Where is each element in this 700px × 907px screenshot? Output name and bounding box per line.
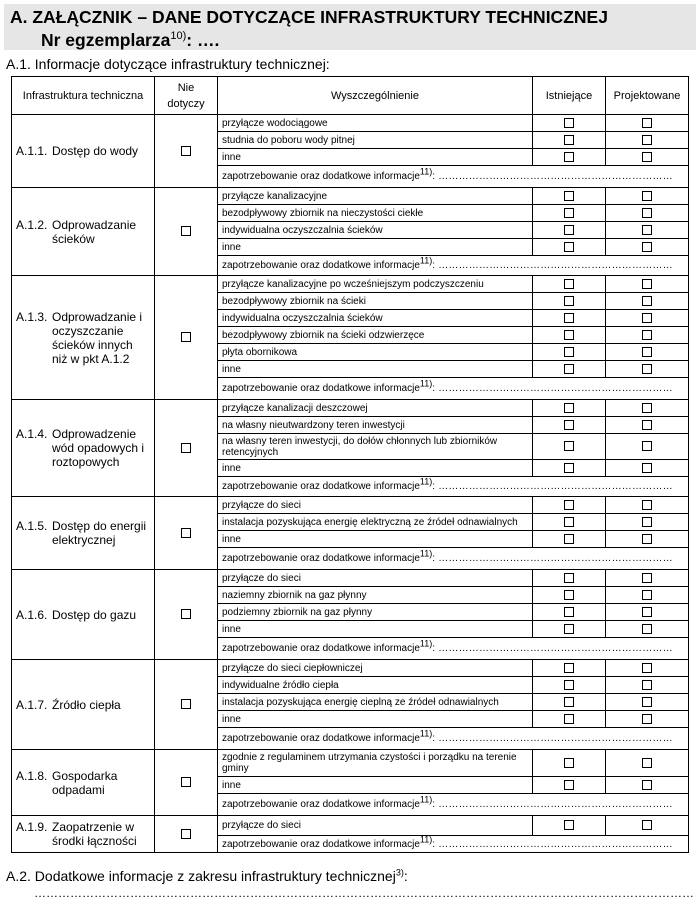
planned-checkbox[interactable] bbox=[642, 191, 652, 201]
category-number: A.1.5. bbox=[16, 519, 48, 533]
info-dots: : …………………………………………………………… bbox=[432, 481, 673, 492]
planned-checkbox[interactable] bbox=[642, 135, 652, 145]
header-details: Wyszczególnienie bbox=[218, 77, 533, 115]
copy-number-label: Nr egzemplarza$^{10)}$: …. bbox=[41, 30, 220, 50]
header-planned: Projektowane bbox=[606, 77, 689, 115]
item-label: przyłącze kanalizacji deszczowej bbox=[218, 400, 533, 417]
existing-cell bbox=[533, 587, 606, 604]
info-dots: : …………………………………………………………… bbox=[432, 553, 673, 564]
existing-checkbox[interactable] bbox=[564, 534, 574, 544]
category-number: A.1.4. bbox=[16, 427, 48, 441]
item-label: inne bbox=[218, 460, 533, 477]
item-label: przyłącze kanalizacyjne po wcześniejszym podczyszczeniu bbox=[218, 276, 533, 293]
planned-checkbox[interactable] bbox=[642, 225, 652, 235]
planned-cell bbox=[606, 570, 689, 587]
existing-checkbox[interactable] bbox=[564, 208, 574, 218]
existing-cell bbox=[533, 361, 606, 378]
info-label: zapotrzebowanie oraz dodatkowe informacje bbox=[222, 171, 420, 182]
info-field[interactable] bbox=[218, 794, 689, 816]
existing-cell bbox=[533, 604, 606, 621]
category-name: Odprowadzanie ścieków bbox=[52, 217, 137, 246]
info-dots: : …………………………………………………………… bbox=[432, 733, 673, 744]
info-dots: : …………………………………………………………… bbox=[432, 383, 673, 394]
item-label: bezodpływowy zbiornik na ścieki bbox=[218, 293, 533, 310]
planned-cell bbox=[606, 417, 689, 434]
not-applicable-cell bbox=[155, 750, 218, 816]
category-name: Źródło ciepła bbox=[52, 697, 121, 712]
planned-cell bbox=[606, 310, 689, 327]
item-label: inne bbox=[218, 149, 533, 166]
table-row bbox=[12, 188, 689, 205]
planned-checkbox[interactable] bbox=[642, 242, 652, 252]
item-label: inne bbox=[218, 711, 533, 728]
existing-cell bbox=[533, 816, 606, 836]
item-label: zgodnie z regulaminem utrzymania czystości i porządku na terenie gminy bbox=[218, 750, 533, 777]
planned-checkbox[interactable] bbox=[642, 780, 652, 790]
info-label: zapotrzebowanie oraz dodatkowe informacje bbox=[222, 733, 420, 744]
info-field[interactable] bbox=[218, 548, 689, 570]
existing-cell bbox=[533, 344, 606, 361]
table-row bbox=[12, 400, 689, 417]
planned-cell bbox=[606, 816, 689, 836]
existing-checkbox[interactable] bbox=[564, 330, 574, 340]
planned-checkbox[interactable] bbox=[642, 758, 652, 768]
section-header bbox=[4, 4, 696, 50]
not-applicable-checkbox[interactable] bbox=[181, 699, 191, 709]
planned-checkbox[interactable] bbox=[642, 296, 652, 306]
planned-cell bbox=[606, 587, 689, 604]
item-label: inne bbox=[218, 361, 533, 378]
category-cell bbox=[12, 276, 155, 400]
category-name: Odprowadzanie i oczyszczanie ścieków innych niż w pkt A.1.2 bbox=[52, 309, 143, 366]
category-number: A.1.7. bbox=[16, 697, 48, 712]
planned-cell bbox=[606, 434, 689, 460]
not-applicable-checkbox[interactable] bbox=[181, 332, 191, 342]
not-applicable-cell bbox=[155, 188, 218, 276]
existing-cell bbox=[533, 621, 606, 638]
not-applicable-checkbox[interactable] bbox=[181, 528, 191, 538]
category-cell bbox=[12, 570, 155, 660]
existing-cell bbox=[533, 694, 606, 711]
existing-cell bbox=[533, 293, 606, 310]
item-label: inne bbox=[218, 621, 533, 638]
existing-checkbox[interactable] bbox=[564, 135, 574, 145]
existing-checkbox[interactable] bbox=[564, 152, 574, 162]
item-label: indywidualna oczyszczalnia ścieków bbox=[218, 310, 533, 327]
existing-cell bbox=[533, 497, 606, 514]
section-a2-title: A.2. Dodatkowe informacje z zakresu infrastruktury technicznej$^{3)}$: bbox=[6, 867, 408, 884]
planned-checkbox[interactable] bbox=[642, 208, 652, 218]
table-row bbox=[12, 115, 689, 132]
category-number: A.1.3. bbox=[16, 309, 48, 324]
info-dots: : …………………………………………………………… bbox=[432, 260, 673, 271]
info-field[interactable] bbox=[218, 477, 689, 497]
info-dots: : …………………………………………………………… bbox=[432, 171, 673, 182]
existing-checkbox[interactable] bbox=[564, 780, 574, 790]
planned-cell bbox=[606, 750, 689, 777]
planned-cell bbox=[606, 293, 689, 310]
planned-cell bbox=[606, 531, 689, 548]
planned-checkbox[interactable] bbox=[642, 330, 652, 340]
planned-checkbox[interactable] bbox=[642, 590, 652, 600]
existing-checkbox[interactable] bbox=[564, 697, 574, 707]
not-applicable-cell bbox=[155, 497, 218, 570]
header-existing: Istniejące bbox=[533, 77, 606, 115]
existing-checkbox[interactable] bbox=[564, 420, 574, 430]
existing-checkbox[interactable] bbox=[564, 364, 574, 374]
footnote-ref: 11) bbox=[419, 794, 433, 805]
info-label: zapotrzebowanie oraz dodatkowe informacje bbox=[222, 838, 420, 850]
table-row bbox=[12, 276, 689, 293]
existing-cell bbox=[533, 115, 606, 132]
existing-checkbox[interactable] bbox=[564, 624, 574, 634]
planned-checkbox[interactable] bbox=[642, 714, 652, 724]
category-number: A.1.6. bbox=[16, 607, 48, 622]
existing-checkbox[interactable] bbox=[564, 714, 574, 724]
footnote-ref: 11) bbox=[419, 638, 433, 649]
info-field[interactable] bbox=[218, 728, 689, 750]
planned-cell bbox=[606, 460, 689, 477]
existing-cell bbox=[533, 222, 606, 239]
planned-checkbox[interactable] bbox=[642, 279, 652, 289]
info-label: zapotrzebowanie oraz dodatkowe informacje bbox=[222, 260, 420, 271]
existing-cell bbox=[533, 417, 606, 434]
additional-info-field[interactable]: ………………………………………………………………………………………………………………………………………………… bbox=[34, 886, 694, 900]
not-applicable-checkbox[interactable] bbox=[181, 829, 191, 839]
item-label: inne bbox=[218, 531, 533, 548]
not-applicable-cell bbox=[155, 816, 218, 853]
planned-cell bbox=[606, 327, 689, 344]
planned-cell bbox=[606, 344, 689, 361]
not-applicable-cell bbox=[155, 570, 218, 660]
planned-cell bbox=[606, 149, 689, 166]
footnote-ref: 11) bbox=[419, 255, 433, 266]
not-applicable-checkbox[interactable] bbox=[181, 146, 191, 156]
category-cell bbox=[12, 816, 155, 853]
table-row bbox=[12, 816, 689, 836]
planned-checkbox[interactable] bbox=[642, 441, 652, 451]
existing-checkbox[interactable] bbox=[564, 279, 574, 289]
info-field[interactable] bbox=[218, 836, 689, 853]
info-dots: : …………………………………………………………… bbox=[432, 799, 673, 810]
planned-checkbox[interactable] bbox=[642, 663, 652, 673]
planned-cell bbox=[606, 677, 689, 694]
existing-cell bbox=[533, 239, 606, 256]
existing-checkbox[interactable] bbox=[564, 191, 574, 201]
planned-checkbox[interactable] bbox=[642, 152, 652, 162]
not-applicable-checkbox[interactable] bbox=[181, 443, 191, 453]
infrastructure-table bbox=[11, 76, 689, 853]
planned-checkbox[interactable] bbox=[642, 607, 652, 617]
footnote-ref: 11) bbox=[419, 834, 433, 845]
table-row bbox=[12, 660, 689, 677]
planned-checkbox[interactable] bbox=[642, 420, 652, 430]
existing-cell bbox=[533, 276, 606, 293]
planned-cell bbox=[606, 621, 689, 638]
info-label: zapotrzebowanie oraz dodatkowe informacje bbox=[222, 643, 420, 654]
planned-checkbox[interactable] bbox=[642, 500, 652, 510]
planned-cell bbox=[606, 497, 689, 514]
item-label: przyłącze do sieci ciepłowniczej bbox=[218, 660, 533, 677]
item-label: instalacja pozyskująca energię cieplną ze źródeł odnawialnych bbox=[218, 694, 533, 711]
info-field[interactable] bbox=[218, 378, 689, 400]
category-cell bbox=[12, 750, 155, 816]
existing-checkbox[interactable] bbox=[564, 403, 574, 413]
planned-checkbox[interactable] bbox=[642, 697, 652, 707]
planned-cell bbox=[606, 205, 689, 222]
existing-checkbox[interactable] bbox=[564, 663, 574, 673]
category-cell bbox=[12, 400, 155, 497]
planned-cell bbox=[606, 239, 689, 256]
existing-cell bbox=[533, 149, 606, 166]
existing-checkbox[interactable] bbox=[564, 517, 574, 527]
planned-cell bbox=[606, 660, 689, 677]
item-label: przyłącze kanalizacyjne bbox=[218, 188, 533, 205]
existing-cell bbox=[533, 205, 606, 222]
existing-cell bbox=[533, 400, 606, 417]
planned-cell bbox=[606, 400, 689, 417]
info-label: zapotrzebowanie oraz dodatkowe informacje bbox=[222, 553, 420, 564]
item-label: przyłącze wodociągowe bbox=[218, 115, 533, 132]
planned-cell bbox=[606, 361, 689, 378]
footnote-ref: 11) bbox=[419, 378, 433, 389]
category-cell bbox=[12, 115, 155, 188]
category-number: A.1.9. bbox=[16, 820, 48, 834]
planned-cell bbox=[606, 276, 689, 293]
category-cell bbox=[12, 497, 155, 570]
item-label: przyłącze do sieci bbox=[218, 570, 533, 587]
info-field[interactable] bbox=[218, 166, 689, 188]
existing-cell bbox=[533, 514, 606, 531]
existing-cell bbox=[533, 327, 606, 344]
existing-checkbox[interactable] bbox=[564, 225, 574, 235]
planned-cell bbox=[606, 115, 689, 132]
item-label: instalacja pozyskująca energię elektryczną ze źródeł odnawialnych bbox=[218, 514, 533, 531]
not-applicable-cell bbox=[155, 400, 218, 497]
item-label: bezodpływowy zbiornik na ścieki odzwierzęce bbox=[218, 327, 533, 344]
not-applicable-cell bbox=[155, 115, 218, 188]
planned-cell bbox=[606, 222, 689, 239]
existing-checkbox[interactable] bbox=[564, 758, 574, 768]
existing-checkbox[interactable] bbox=[564, 680, 574, 690]
existing-cell bbox=[533, 460, 606, 477]
item-label: przyłącze do sieci bbox=[218, 497, 533, 514]
item-label: indywidualna oczyszczalnia ścieków bbox=[218, 222, 533, 239]
planned-checkbox[interactable] bbox=[642, 820, 652, 830]
existing-checkbox[interactable] bbox=[564, 463, 574, 473]
existing-checkbox[interactable] bbox=[564, 296, 574, 306]
footnote-ref: 11) bbox=[419, 476, 433, 487]
item-label: płyta obornikowa bbox=[218, 344, 533, 361]
existing-cell bbox=[533, 570, 606, 587]
existing-cell bbox=[533, 660, 606, 677]
existing-checkbox[interactable] bbox=[564, 242, 574, 252]
planned-cell bbox=[606, 188, 689, 205]
planned-checkbox[interactable] bbox=[642, 118, 652, 128]
planned-checkbox[interactable] bbox=[642, 573, 652, 583]
item-label: inne bbox=[218, 777, 533, 794]
planned-checkbox[interactable] bbox=[642, 403, 652, 413]
existing-cell bbox=[533, 677, 606, 694]
section-a1-title: A.1. Informacje dotyczące infrastruktury technicznej: bbox=[6, 56, 330, 72]
category-cell bbox=[12, 660, 155, 750]
item-label: studnia do poboru wody pitnej bbox=[218, 132, 533, 149]
existing-cell bbox=[533, 434, 606, 460]
existing-cell bbox=[533, 132, 606, 149]
header-not-applicable: Nie dotyczy bbox=[155, 77, 218, 115]
existing-cell bbox=[533, 531, 606, 548]
planned-checkbox[interactable] bbox=[642, 347, 652, 357]
info-label: zapotrzebowanie oraz dodatkowe informacje bbox=[222, 799, 420, 810]
existing-checkbox[interactable] bbox=[564, 573, 574, 583]
planned-cell bbox=[606, 711, 689, 728]
item-label: naziemny zbiornik na gaz płynny bbox=[218, 587, 533, 604]
existing-checkbox[interactable] bbox=[564, 441, 574, 451]
info-field[interactable] bbox=[218, 638, 689, 660]
header-infrastructure: Infrastruktura techniczna bbox=[12, 77, 155, 115]
not-applicable-checkbox[interactable] bbox=[181, 609, 191, 619]
not-applicable-checkbox[interactable] bbox=[181, 226, 191, 236]
table-row bbox=[12, 497, 689, 514]
category-name: Gospodarka odpadami bbox=[52, 768, 118, 797]
planned-checkbox[interactable] bbox=[642, 680, 652, 690]
category-name: Dostęp do energii elektrycznej bbox=[52, 519, 147, 547]
planned-checkbox[interactable] bbox=[642, 463, 652, 473]
info-dots: : …………………………………………………………… bbox=[432, 643, 673, 654]
category-name: Dostęp do wody bbox=[52, 144, 139, 158]
existing-cell bbox=[533, 310, 606, 327]
planned-cell bbox=[606, 132, 689, 149]
existing-checkbox[interactable] bbox=[564, 313, 574, 323]
existing-cell bbox=[533, 750, 606, 777]
planned-checkbox[interactable] bbox=[642, 517, 652, 527]
footnote-ref: 11) bbox=[419, 728, 433, 739]
existing-checkbox[interactable] bbox=[564, 347, 574, 357]
existing-checkbox[interactable] bbox=[564, 500, 574, 510]
category-cell bbox=[12, 188, 155, 276]
planned-checkbox[interactable] bbox=[642, 313, 652, 323]
planned-cell bbox=[606, 604, 689, 621]
info-label: zapotrzebowanie oraz dodatkowe informacje bbox=[222, 383, 420, 394]
item-label: podziemny zbiornik na gaz płynny bbox=[218, 604, 533, 621]
not-applicable-cell bbox=[155, 276, 218, 400]
category-number: A.1.1. bbox=[16, 144, 48, 158]
info-dots: : …………………………………………………………… bbox=[432, 838, 673, 850]
existing-cell bbox=[533, 711, 606, 728]
category-name: Dostęp do gazu bbox=[52, 607, 137, 622]
info-field[interactable] bbox=[218, 256, 689, 276]
item-label: na własny teren inwestycji, do dołów chłonnych lub zbiorników retencyjnych bbox=[218, 434, 533, 460]
existing-checkbox[interactable] bbox=[564, 820, 574, 830]
info-label: zapotrzebowanie oraz dodatkowe informacje bbox=[222, 481, 420, 492]
table-row bbox=[12, 570, 689, 587]
header-title: A. ZAŁĄCZNIK – DANE DOTYCZĄCE INFRASTRUKTURY TECHNICZNEJ bbox=[10, 7, 608, 27]
planned-cell bbox=[606, 777, 689, 794]
existing-checkbox[interactable] bbox=[564, 607, 574, 617]
item-label: bezodpływowy zbiornik na nieczystości ciekłe bbox=[218, 205, 533, 222]
planned-cell bbox=[606, 514, 689, 531]
planned-cell bbox=[606, 694, 689, 711]
item-label: na własny nieutwardzony teren inwestycji bbox=[218, 417, 533, 434]
table-row bbox=[12, 750, 689, 777]
item-label: indywidualne źródło ciepła bbox=[218, 677, 533, 694]
item-label: inne bbox=[218, 239, 533, 256]
existing-checkbox[interactable] bbox=[564, 590, 574, 600]
planned-checkbox[interactable] bbox=[642, 364, 652, 374]
category-name: Zaopatrzenie w środki łączności bbox=[52, 820, 137, 848]
existing-cell bbox=[533, 188, 606, 205]
existing-cell bbox=[533, 777, 606, 794]
footnote-ref: 11) bbox=[419, 548, 433, 559]
existing-checkbox[interactable] bbox=[564, 118, 574, 128]
not-applicable-checkbox[interactable] bbox=[181, 777, 191, 787]
planned-checkbox[interactable] bbox=[642, 534, 652, 544]
planned-checkbox[interactable] bbox=[642, 624, 652, 634]
item-label: przyłącze do sieci bbox=[218, 816, 533, 836]
category-number: A.1.2. bbox=[16, 217, 48, 232]
category-number: A.1.8. bbox=[16, 768, 48, 783]
category-name: Odprowadzenie wód opadowych i roztopowych bbox=[52, 427, 145, 469]
footnote-ref: 11) bbox=[419, 166, 433, 177]
not-applicable-cell bbox=[155, 660, 218, 750]
